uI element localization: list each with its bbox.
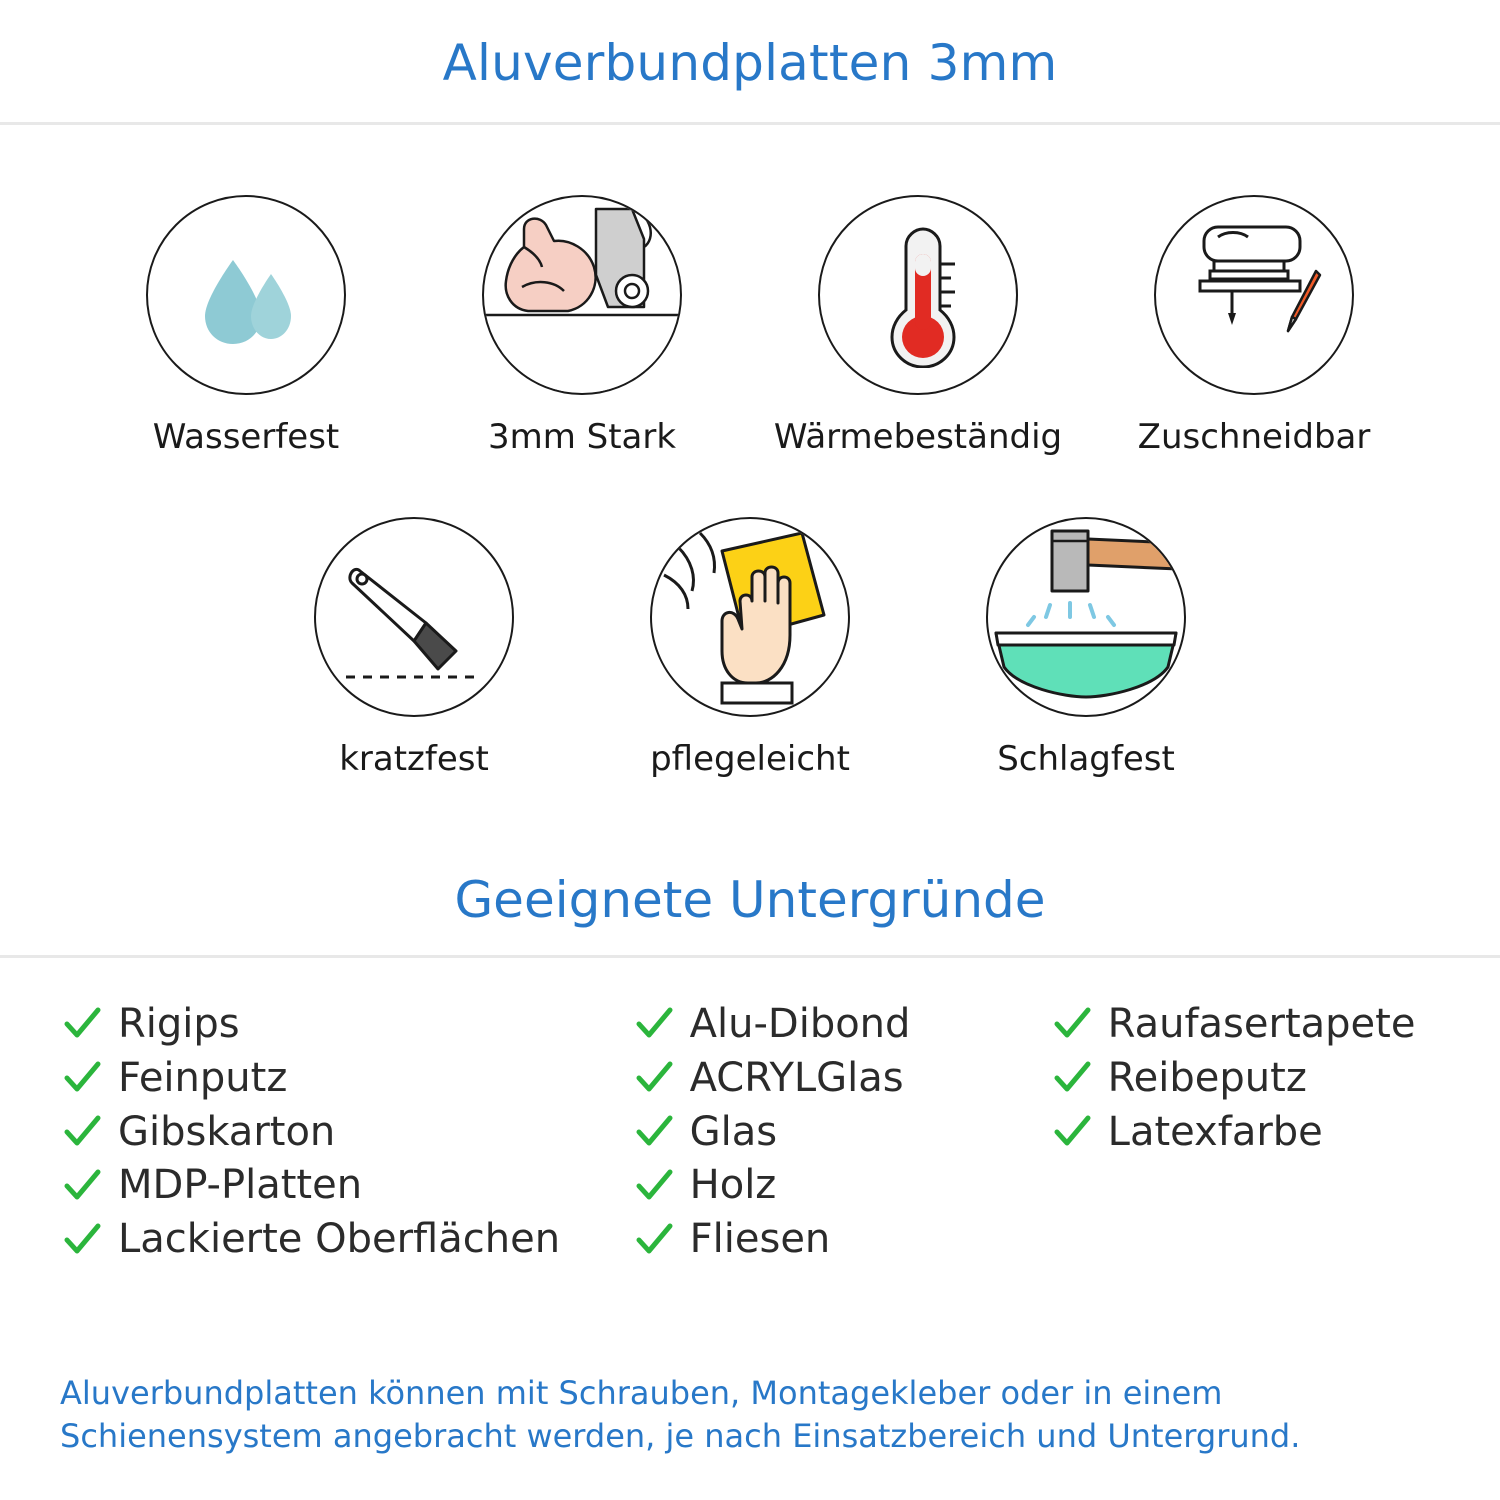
section-title-substrates: Geeignete Untergründe	[454, 871, 1046, 929]
footer-note: Aluverbundplatten können mit Schrauben, Montagekleber oder in einem Schienensystem angebracht werden, je nach Einsatzbereich und Untergrund.	[60, 1373, 1301, 1455]
water-drops-icon	[171, 218, 321, 372]
list-item	[634, 1002, 1052, 1047]
feature-icon-circle	[650, 517, 850, 717]
check-icon	[62, 1220, 102, 1260]
feature-icon-circle	[482, 195, 682, 395]
list-item-label: Glas	[689, 1108, 778, 1155]
substrates-column-2	[634, 1002, 1052, 1262]
list-item-label: Fliesen	[689, 1216, 831, 1263]
check-icon	[62, 1058, 102, 1098]
check-icon	[634, 1220, 674, 1260]
list-item-label: Alu-Dibond	[689, 1001, 911, 1047]
feature-schlagfest	[926, 517, 1246, 779]
substrates-column-1	[40, 1002, 634, 1262]
page-title: Aluverbundplatten 3mm	[442, 34, 1058, 92]
feature-row-2	[0, 517, 1500, 779]
feature-zuschneidbar	[1094, 195, 1414, 457]
check-icon	[62, 1166, 102, 1206]
features-section	[0, 125, 1500, 779]
check-icon	[1052, 1112, 1092, 1152]
check-icon	[634, 1004, 674, 1044]
list-item	[634, 1217, 1052, 1262]
list-item-label: ACRYLGlas	[689, 1054, 904, 1101]
list-item	[634, 1056, 1052, 1101]
list-item-label: Latexfarbe	[1107, 1108, 1323, 1155]
feature-3mm-stark	[422, 195, 742, 457]
feature-label: Schlagfest	[997, 739, 1175, 779]
check-icon	[634, 1058, 674, 1098]
list-item	[62, 1163, 634, 1208]
list-item-label: Gibskarton	[118, 1108, 336, 1155]
feature-label: Zuschneidbar	[1137, 417, 1371, 457]
list-item	[1052, 1002, 1460, 1047]
hand-cloth-icon	[652, 517, 848, 717]
check-icon	[62, 1004, 102, 1044]
list-item-label: Holz	[689, 1162, 777, 1209]
feature-row-1	[0, 195, 1500, 457]
list-item	[62, 1110, 634, 1155]
list-item-label: Feinputz	[118, 1054, 288, 1101]
check-icon	[634, 1112, 674, 1152]
list-item	[634, 1163, 1052, 1208]
substrates-list	[0, 958, 1500, 1262]
thermometer-icon	[843, 218, 993, 372]
substrates-column-3	[1052, 1002, 1460, 1262]
check-icon	[62, 1112, 102, 1152]
feature-icon-circle	[314, 517, 514, 717]
list-item-label: MDP-Platten	[118, 1162, 363, 1209]
hammer-impact-icon	[988, 517, 1184, 717]
knife-scratch-icon	[330, 531, 498, 703]
list-item	[62, 1217, 634, 1262]
feature-label: kratzfest	[339, 739, 489, 779]
list-item-label: Rigips	[118, 1001, 240, 1047]
feature-icon-circle	[986, 517, 1186, 717]
list-item	[1052, 1110, 1460, 1155]
feature-label: 3mm Stark	[487, 417, 677, 457]
check-icon	[634, 1166, 674, 1206]
jigsaw-cutter-icon	[1170, 209, 1338, 381]
feature-icon-circle	[146, 195, 346, 395]
feature-waermebestaendig	[758, 195, 1078, 457]
subtitle-band	[0, 845, 1500, 958]
check-icon	[1052, 1004, 1092, 1044]
list-item	[62, 1002, 634, 1047]
feature-label: pflegeleicht	[650, 739, 850, 779]
feature-label: Wasserfest	[152, 417, 340, 457]
list-item-label: Raufasertapete	[1107, 1001, 1416, 1047]
list-item	[634, 1110, 1052, 1155]
list-item	[62, 1056, 634, 1101]
title-band	[0, 0, 1500, 125]
list-item	[1052, 1056, 1460, 1101]
feature-kratzfest	[254, 517, 574, 779]
flexing-arm-icon	[484, 195, 680, 395]
feature-icon-circle	[818, 195, 1018, 395]
feature-label: Wärmebeständig	[773, 417, 1063, 457]
feature-icon-circle	[1154, 195, 1354, 395]
list-item-label: Reibeputz	[1107, 1054, 1307, 1101]
feature-pflegeleicht	[590, 517, 910, 779]
list-item-label: Lackierte Oberflächen	[118, 1216, 561, 1263]
check-icon	[1052, 1058, 1092, 1098]
feature-wasserfest	[86, 195, 406, 457]
